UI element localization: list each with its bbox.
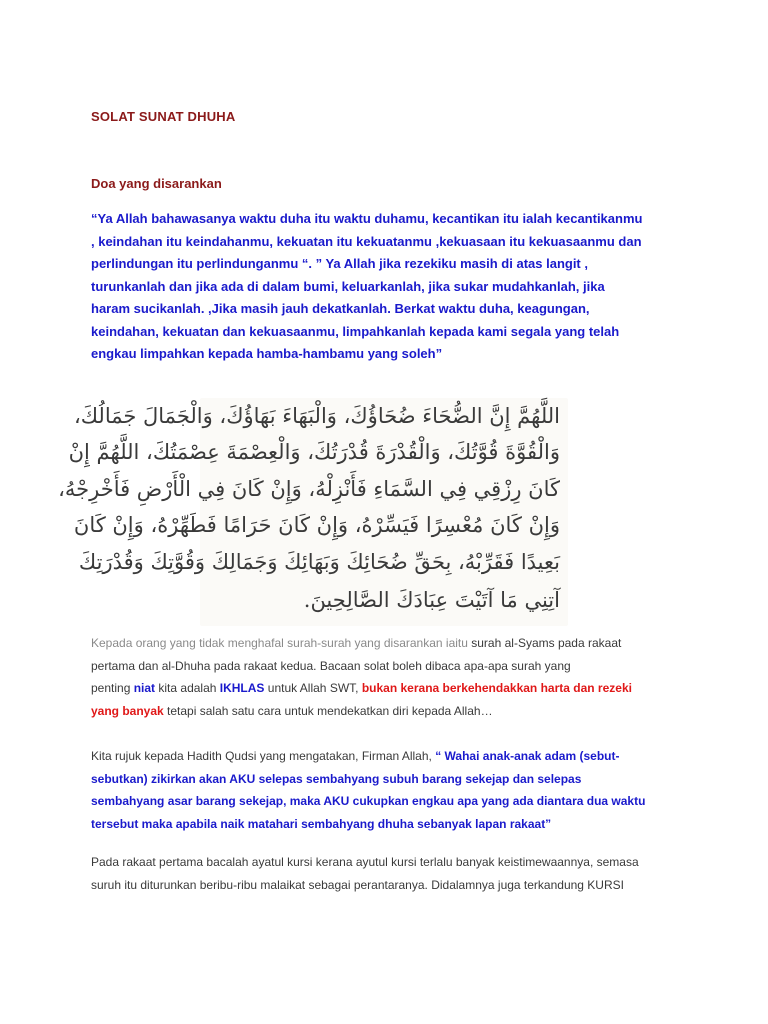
text: tetapi salah satu cara untuk mendekatkan diri kepada Allah… bbox=[163, 703, 493, 718]
hadith-quote-line: tersebut maka apabila naik matahari sembahyang dhuha sebanyak lapan rakaat” bbox=[91, 816, 552, 831]
paragraph-hadith bbox=[91, 745, 691, 835]
prayer-line: engkau limpahkan kepada hamba-hambamu yang soleh” bbox=[91, 346, 443, 361]
emphasis-red: bukan kerana berkehendakkan harta dan rezeki bbox=[361, 681, 632, 695]
prayer-text bbox=[91, 208, 691, 366]
arabic-line: كَانَ رِزْقِي فِي السَّمَاءِ فَأَنْزِلْهُ، وَإِنْ كَانَ فِي الْأَرْضِ فَأَخْرِجْهُ، bbox=[58, 477, 560, 501]
paragraph-line bbox=[91, 700, 691, 723]
text: surah al-Syams pada rakaat bbox=[471, 636, 622, 650]
text: kita adalah bbox=[155, 681, 220, 695]
prayer-line: perlindungan itu perlindunganmu “. ” Ya Allah jika rezekiku masih di atas langit , bbox=[91, 256, 588, 271]
paragraph-line bbox=[91, 677, 691, 700]
paragraph-line: Pada rakaat pertama bacalah ayatul kursi kerana ayutul kursi terlalu banyak keistimewaannya, semasa bbox=[91, 855, 639, 869]
paragraph-line bbox=[91, 632, 691, 655]
text: penting bbox=[91, 681, 134, 695]
arabic-line: آتِنِي مَا آتَيْتَ عِبَادَكَ الصَّالِحِينَ. bbox=[303, 588, 560, 612]
emphasis-ikhlas: IKHLAS bbox=[219, 681, 265, 695]
text: Kita rujuk kepada Hadith Qudsi yang mengatakan, Firman Allah, bbox=[91, 749, 436, 763]
arabic-prayer-image bbox=[58, 398, 568, 626]
prayer-line: “Ya Allah bahawasanya waktu duha itu waktu duhamu, kecantikan itu ialah kecantikanmu bbox=[91, 211, 643, 226]
hadith-quote-line: sebutkan) zikirkan akan AKU selepas sembahyang subuh barang sekejap dan selepas bbox=[91, 771, 582, 786]
paragraph-line: suruh itu diturunkan beribu-ribu malaikat sebagai perantaranya. Didalamnya juga terkandung KURSI bbox=[91, 877, 624, 892]
hadith-quote-line: sembahyang asar barang sekejap, maka AKU cukupkan engkau apa yang ada diantara dua waktu bbox=[91, 794, 646, 808]
prayer-line: keindahan, kekuatan dan kekuasaanmu, limpahkanlah kepada kami segala yang telah bbox=[91, 323, 620, 339]
emphasis-niat: niat bbox=[133, 681, 156, 695]
prayer-line: haram sucikanlah. ,Jika masih jauh dekatkanlah. Berkat waktu duha, keagungan, bbox=[91, 301, 590, 316]
text-gray: Kepada orang yang tidak menghafal surah-surah yang disarankan iaitu bbox=[91, 636, 472, 650]
paragraph-line: pertama dan al-Dhuha pada rakaat kedua. Bacaan solat boleh dibaca apa-apa surah yang bbox=[91, 658, 571, 673]
arabic-line: وَإِنْ كَانَ مُعْسِرًا فَيَسِّرْهُ، وَإِنْ كَانَ حَرَامًا فَطَهِّرْهُ، وَإِنْ كَانَ bbox=[73, 513, 560, 537]
paragraph-ayatul-kursi bbox=[91, 851, 691, 896]
paragraph-surah bbox=[91, 632, 691, 722]
prayer-line: turunkanlah dan jika ada di dalam bumi, keluarkanlah, jika sukar mudahkanlah, jika bbox=[91, 278, 605, 294]
arabic-line: اللَّهُمَّ إِنَّ الضُّحَاءَ ضُحَاؤُكَ، وَالْبَهَاءَ بَهَاؤُكَ، وَالْجَمَالَ جَمَالُكَ، bbox=[73, 404, 560, 428]
section-heading: Doa yang disarankan bbox=[91, 176, 222, 191]
prayer-line: , keindahan itu keindahanmu, kekuatan itu kekuatanmu ,kekuasaan itu kekuasaanmu dan bbox=[91, 233, 642, 249]
page-title: SOLAT SUNAT DHUHA bbox=[91, 109, 236, 124]
arabic-line: بَعِيدًا فَقَرِّبْهُ، بِحَقِّ ضُحَائِكَ وَبَهَائِكَ وَجَمَالِكَ وَقُوَّتِكَ وَقُدْرَتِكَ bbox=[78, 550, 560, 574]
paragraph-line bbox=[91, 745, 691, 768]
text: untuk Allah SWT, bbox=[264, 681, 362, 695]
emphasis-red: yang banyak bbox=[91, 703, 164, 718]
arabic-line: وَالْقُوَّةَ قُوَّتُكَ، وَالْقُدْرَةَ قُدْرَتُكَ، وَالْعِصْمَةَ عِصْمَتُكَ، اللَّهُمَّ إِنْ bbox=[68, 440, 560, 464]
hadith-quote: “ Wahai anak-anak adam (sebut- bbox=[435, 749, 620, 763]
